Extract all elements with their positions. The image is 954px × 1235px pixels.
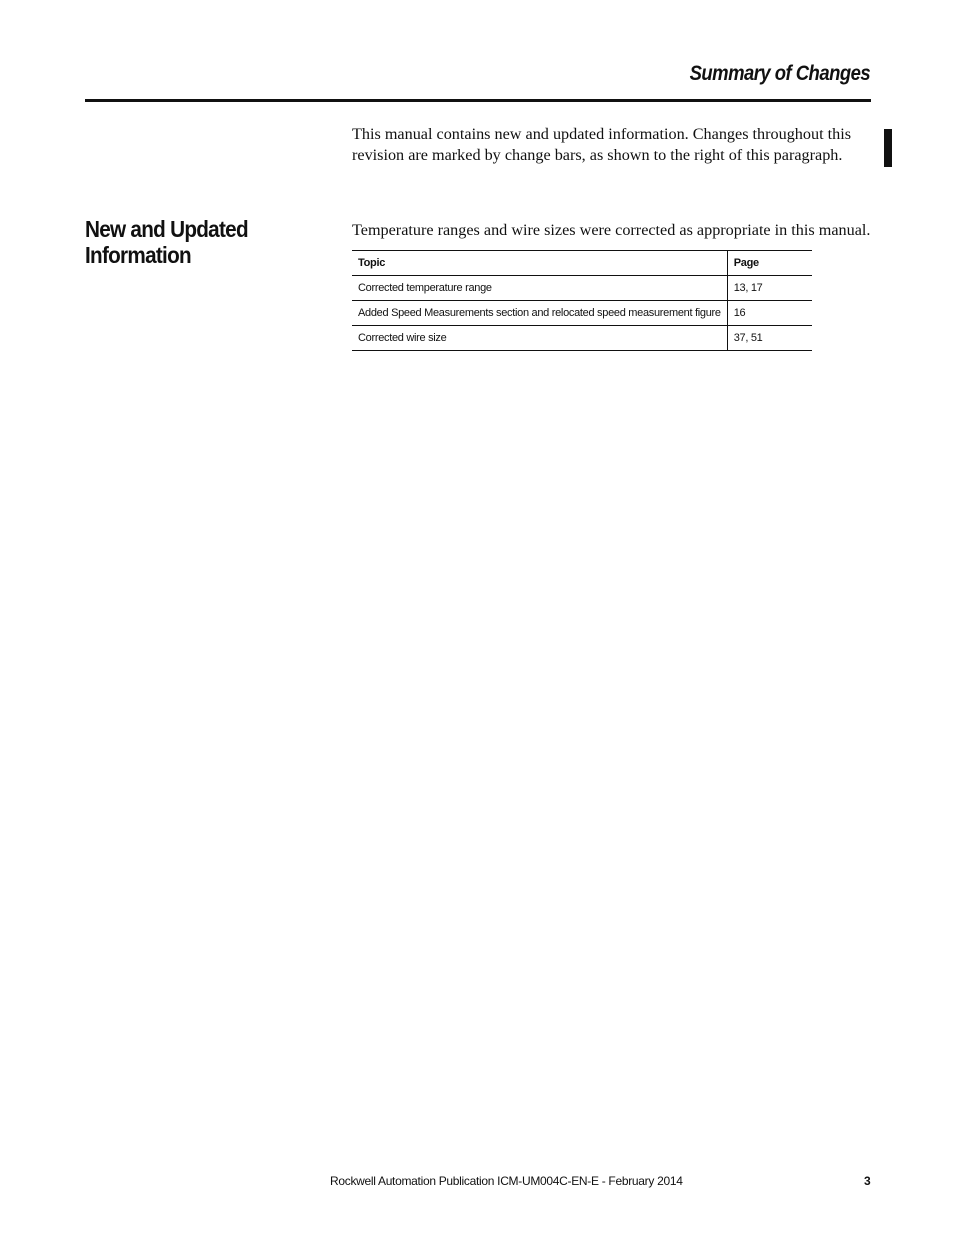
table-row — [352, 276, 812, 301]
table-cell-page: 16 — [727, 301, 812, 326]
footer-page-number: 3 — [864, 1174, 871, 1188]
footer-publication: Rockwell Automation Publication ICM-UM004C-EN-E - February 2014 — [330, 1174, 683, 1188]
table-header-row — [352, 251, 812, 276]
intro-paragraph: This manual contains new and updated information. Changes throughout this revision are marked by change bars, as shown to the right of this paragraph. — [352, 125, 852, 164]
changes-table — [352, 250, 812, 351]
section-heading-line1: New and Updated — [85, 216, 248, 242]
section-paragraph: Temperature ranges and wire sizes were corrected as appropriate in this manual. — [352, 221, 871, 239]
table-cell-page: 37, 51 — [727, 326, 812, 351]
change-bar — [884, 129, 892, 167]
column-header-topic: Topic — [352, 251, 727, 276]
table-row — [352, 301, 812, 326]
page-title: Summary of Changes — [689, 62, 870, 85]
column-header-page: Page — [727, 251, 812, 276]
table-cell-topic: Corrected wire size — [352, 326, 727, 351]
table-cell-topic: Corrected temperature range — [352, 276, 727, 301]
table-cell-topic: Added Speed Measurements section and relocated speed measurement figure — [352, 301, 727, 326]
section-heading-line2: Information — [85, 242, 191, 268]
header-rule — [85, 99, 871, 102]
section-heading — [85, 216, 292, 268]
table-cell-page: 13, 17 — [727, 276, 812, 301]
table-row — [352, 326, 812, 351]
